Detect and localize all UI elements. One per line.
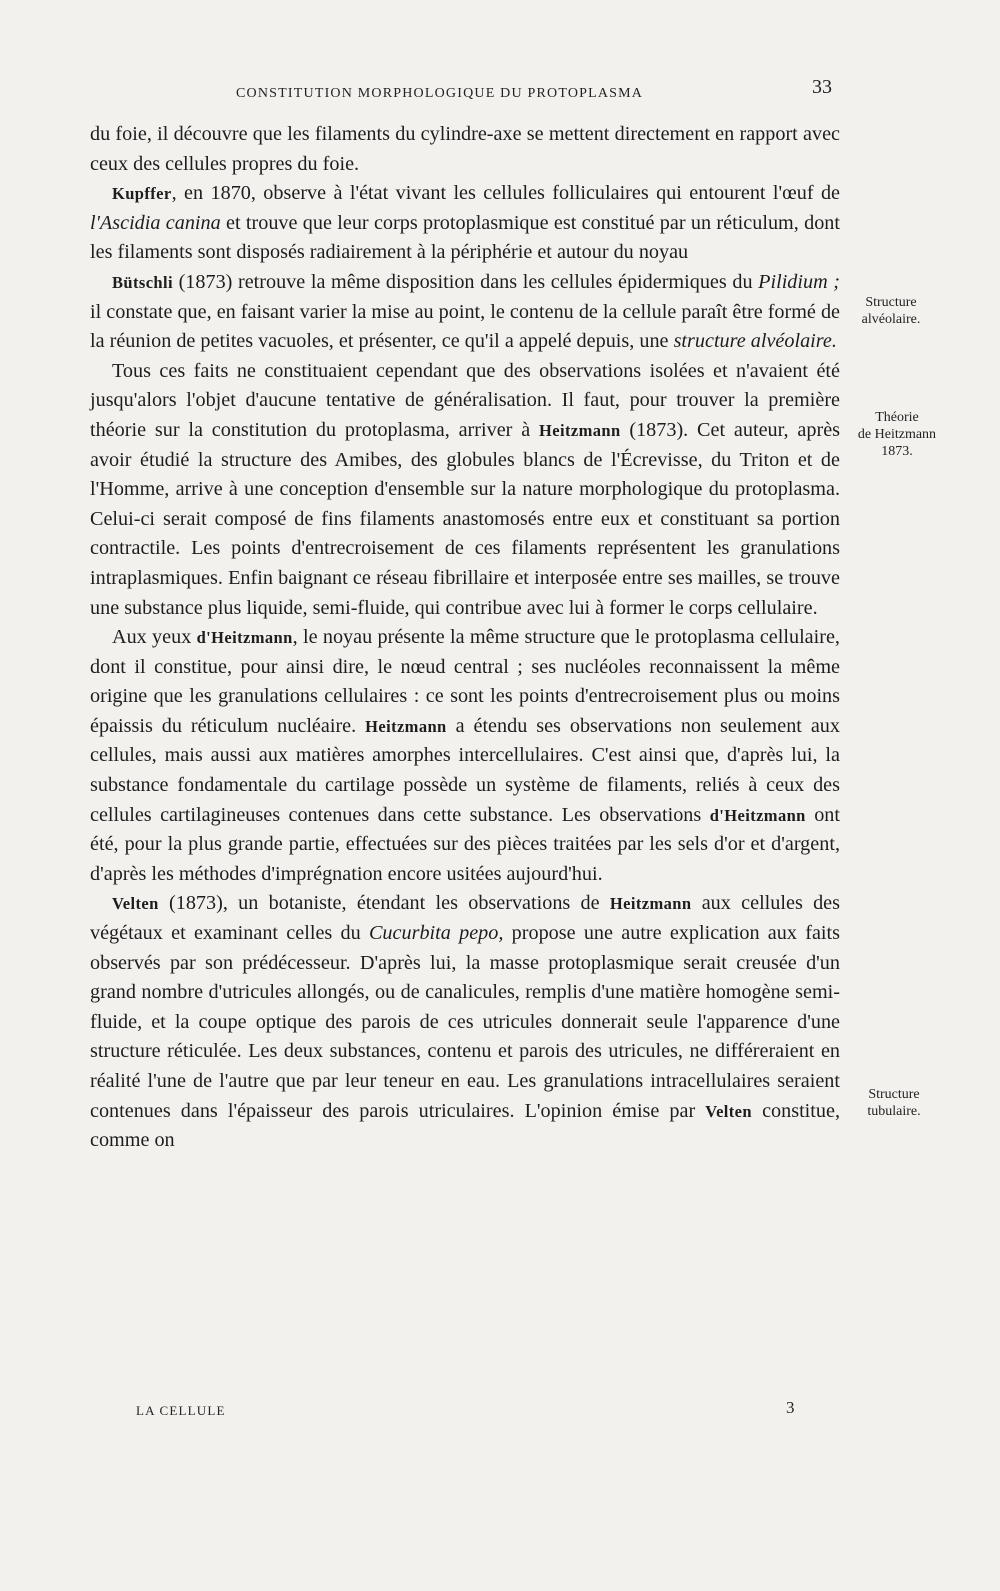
footer-signature: LA CELLULE [136,1403,226,1418]
italic-term: Pilidium ; [758,270,840,293]
text-run: (1873) retrouve la même disposition dans les cellules épidermiques du [172,270,759,293]
running-title: CONSTITUTION MORPHOLOGIQUE DU PROTOPLASMA [236,86,644,101]
margin-note-structure-tubulaire [829,1086,959,1120]
text-run: , en 1870, observe à l'état vivant les cellules folliculaires qui entourent l'œuf de [171,182,840,205]
text-run: du foie, il découvre que les filaments du cylindre-axe se mettent directement en rapport avec ceux des cellules propres du foie. [90,123,840,175]
page-number: 33 [812,76,832,98]
margin-note-line: Structure [865,295,917,310]
text-run: a étendu ses observations non seulement aux cellules, mais aussi aux matières amorphes intercellulaires. C'est ainsi que, d'après lui, la substance fondamentale du cartilage possède un système de filaments, reliés à ceux des cellules cartilagineuses contenues dans cette substance. Les observations [90,714,840,826]
paragraph [90,268,840,357]
margin-note-line: 1873. [881,444,913,459]
paragraph [90,179,840,268]
margin-note-line: Théorie [875,410,919,425]
margin-note-line: tubulaire. [867,1104,921,1119]
text-run: il constate que, en faisant varier la mise au point, le contenu de la cellule paraît être formé de la réunion de petites vacuoles, et présenter, ce qu'il a appelé depuis, une [90,300,840,353]
margin-note-structure-alveolaire [826,294,956,328]
text-run: (1873). Cet auteur, après avoir étudié la structure des Amibes, des globules blancs de l'Écrevisse, du Triton et de l'Homme, arrive à une conception d'ensemble sur la nature morphologique du protoplasma. Celui-ci serait composé de fins filaments anastomosés entre eux et constituant sa portion contractile. Les points d'entrecroisement de ces filaments représentent les granulations intraplasmiques. Enfin baignant ce réseau fibrillaire et interposée entre ses mailles, se trouve une substance plus liquide, semi-fluide, qui contribue avec lui à former le corps cellulaire. [90,418,841,619]
paragraph [90,357,840,623]
text-run: Aux yeux [112,626,197,649]
text-run: , le noyau présente la même structure que le protoplasma cellulaire, dont il constitue, pour ainsi dire, le nœud central ; ses nucléoles reconnaissent la même origine que les granulations cellulaires : ce sont les points d'entrecroisement plus ou moins épaissis du réticulum nucléaire. [90,626,840,737]
paragraph [90,889,840,1155]
paragraph [90,623,840,889]
author-name: Bütschli [112,272,173,292]
footer-sheet-number: 3 [786,1398,795,1417]
text-run: (1873), un botaniste, étendant les observations de [158,892,610,915]
author-name: Velten [705,1101,752,1121]
paragraph [90,120,840,179]
margin-note-line: alvéolaire. [861,312,921,327]
body-text [90,120,840,1156]
margin-note-theorie-heitzmann [832,409,962,460]
author-name: Heitzmann [365,716,447,736]
author-name: d'Heitzmann [709,805,806,825]
text-run: ont été, pour la plus grande partie, effectuées sur des pièces traitées par les sels d'or et d'argent, d'après les méthodes d'imprégnation encore usitées aujourd'hui. [90,803,841,885]
margin-note-line: Structure [868,1087,920,1102]
text-run: propose une autre explication aux faits observés par son prédécesseur. D'après lui, la masse protoplasmique serait creusée d'un grand nombre d'utricules allongés, ou de canalicules, remplis d'une matière homogène semi-fluide, et la coupe optique des parois de ces utricules donnerait seule l'apparence d'une structure réticulée. Les deux substances, contenu et parois des utricules, ne différeraient en réalité l'une de l'autre que par leur teneur en eau. Les granulations intracellulaires seraient contenues dans l'épaisseur des parois utriculaires. L'opinion émise par [90,922,840,1122]
italic-term: Cucurbita pepo, [368,922,504,945]
author-name: Velten [112,894,159,914]
author-name: Heitzmann [539,420,621,440]
author-name: Kupffer [112,184,172,204]
text-run: constitue, comme on [90,1099,840,1152]
author-name: Heitzmann [609,894,692,914]
author-name: d'Heitzmann [196,628,293,648]
text-run: Tous ces faits ne constituaient cependant que des observations isolées et n'avaient été jusqu'alors l'objet d'aucune tentative de généralisation. Il faut, pour trouver la première théorie sur la constitution du protoplasma, arriver à [90,359,840,441]
italic-term: l'Ascidia canina [90,211,221,234]
italic-term: structure alvéolaire. [673,330,837,353]
text-run: aux cellules des végétaux et examinant celles du [90,892,840,945]
text-run: et trouve que leur corps protoplasmique est constitué par un réticulum, dont les filaments sont disposés radiairement à la périphérie et autour du noyau [90,211,840,264]
margin-note-line: de Heitzmann [857,427,937,442]
